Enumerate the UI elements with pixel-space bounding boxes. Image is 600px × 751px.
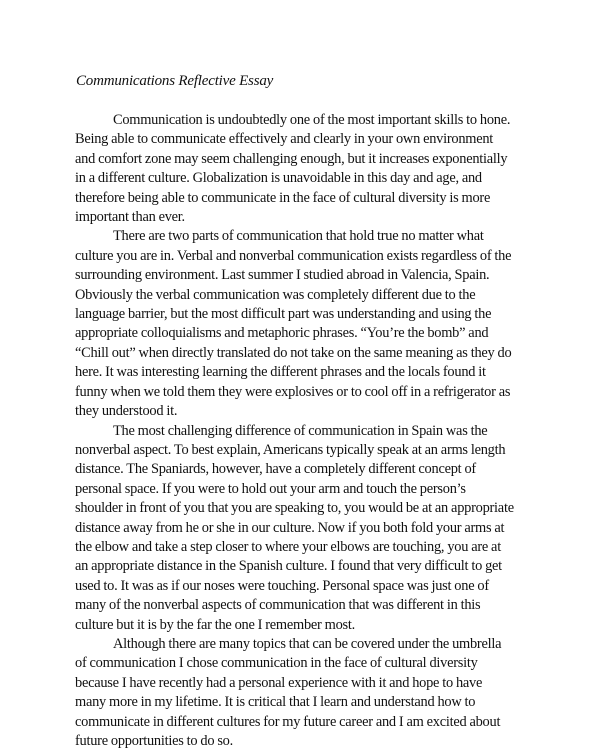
paragraph: Although there are many topics that can be covered under the umbrella of communication I chose communication in the face of cultural diversity because I have recently had a personal experience with it and hope to have many more in my lifetime. It is critical that I learn and understand how to communicate in different cultures for my future career and I am excited about future opportunities to do so. [75, 635, 502, 749]
paragraph: The most challenging difference of communication in Spain was the nonverbal aspect. To best explain, Americans typically speak at an arms length distance. The Spaniards, however, have a completely different concept of personal space. If you were to hold out your arm and touch the person’s shoulder in front of you that you are speaking to, you would be at an appropriate distance away from he or she in our culture. Now if you both fold your arms at the elbow and take a step closer to where your elbows are touching, you are at an appropriate distance in the Spanish culture. I found that very difficult to get used to. It was as if our noses were touching. Personal space was just one of many of the nonverbal aspects of communication that was different in this culture but it is by the far the one I remember most. [75, 422, 514, 633]
paragraph: There are two parts of communication that hold true no matter what culture you are in. Verbal and nonverbal communication exists regardless of the surrounding environment. Last summer I studied abroad in Valencia, Spain. Obviously the verbal communication was completely different due to the language barrier, but the most difficult part was understanding and using the appropriate colloquialisms and metaphoric phrases. “You’re the bomb” and “Chill out” when directly translated do not take on the same meaning as they do here. It was interesting learning the different phrases and the locals found it funny when we told them they were explosives or to cool off in a refrigerator as they understood it. [75, 228, 512, 420]
paragraph: Communication is undoubtedly one of the most important skills to hone. Being able to communicate effectively and clearly in your own environment and comfort zone may seem challenging enough, but it increases exponentially in a different culture. Globalization is unavoidable in this day and age, and therefore being able to communicate in the face of cultural diversity is more important than ever. [75, 112, 511, 226]
document-title: Communications Reflective Essay [76, 73, 274, 89]
essay-body [75, 111, 515, 751]
